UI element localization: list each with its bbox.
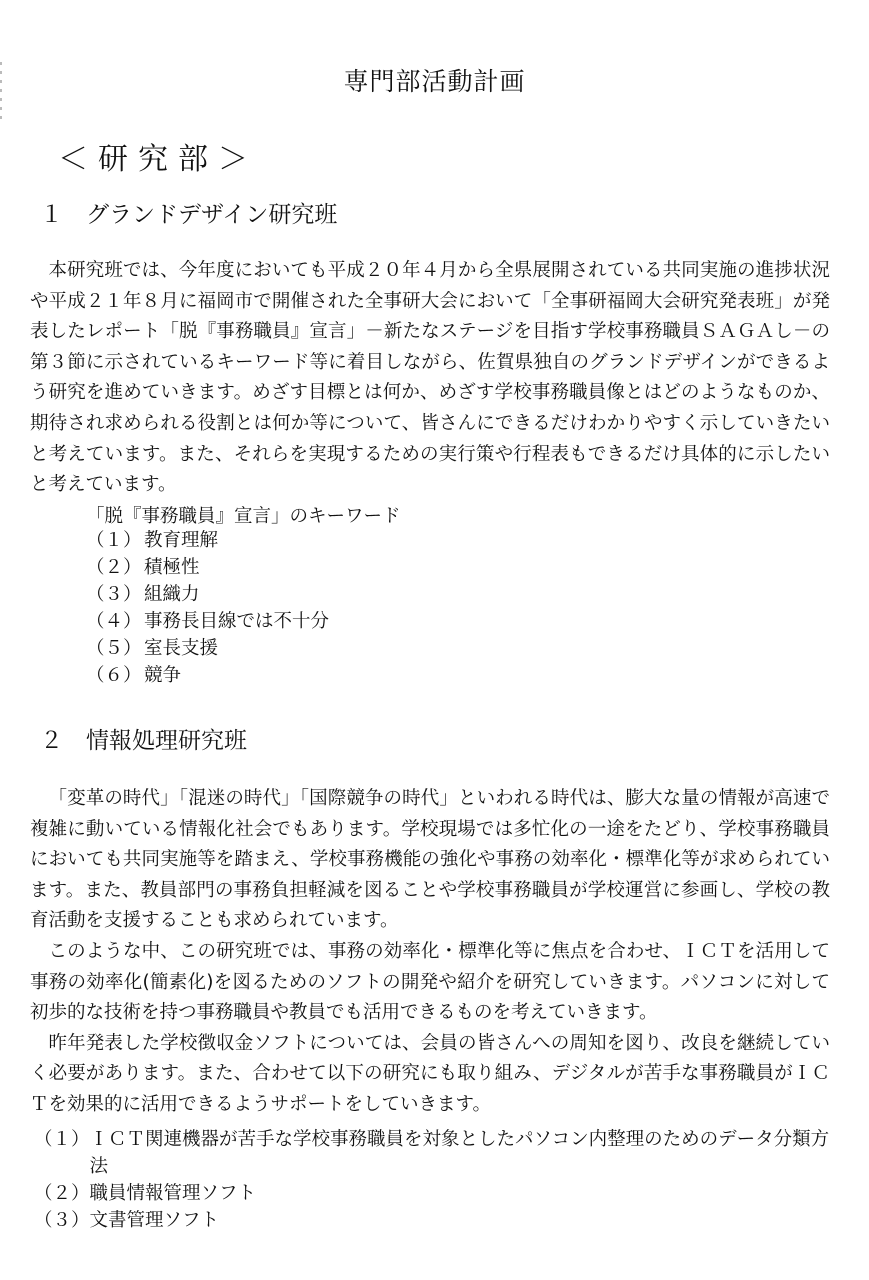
list-item: （３） 文書管理ソフト: [34, 1210, 220, 1231]
section-heading: ＜研究部＞: [58, 142, 258, 177]
subsection-title: グランドデザイン研究班: [86, 202, 338, 228]
subsection-heading-1: [40, 196, 337, 229]
subsection-number: ２: [40, 728, 63, 754]
list-item: （２） 職員情報管理ソフト: [34, 1183, 257, 1204]
paragraph: 「変革の時代」「混迷の時代」「国際競争の時代」といわれる時代は、膨大な量の情報が高速で複雑に動いている情報化社会でもあります。学校現場では多忙化の一途をたどり、学校事務職員においても共同実施等を踏まえ、学校事務機能の強化や事務の効率化・標準化等が求められています。また、教員部門の事務負担軽減を図ることや学校事務職員が学校運営に参画し、学校の教育活動を支援することも求められています。: [30, 788, 830, 932]
paragraph: 昨年発表した学校徴収金ソフトについては、会員の皆さんへの周知を図り、改良を継続していく必要があります。また、合わせて以下の研究にも取り組み、デジタルが苦手な事務職員がＩＣＴを効果的に活用できるようサポートをしていきます。: [30, 1032, 830, 1115]
paragraph: 本研究班では、今年度においても平成２０年４月から全県展開されている共同実施の進捗状況や平成２１年８月に福岡市で開催された全事研大会において「全事研福岡大会研究発表班」が発表したレポート「脱『事務職員』宣言」－新たなステージを目指す学校事務職員ＳＡＧＡし－の第３節に示されているキーワード等に着目しながら、佐賀県独自のグランドデザインができるよう研究を進めていきます。めざす目標とは何か、めざす学校事務職員像とはどのようなものか、期待され求められる役割とは何か等について、皆さんにできるだけわかりやすく示していきたいと考えています。また、それらを実現するための実行策や行程表もできるだけ具体的に示したいと考えています。: [30, 260, 830, 496]
list-item: （５） 室長支援: [86, 638, 219, 659]
keyword-list-title: 「脱『事務職員』宣言」のキーワード: [86, 506, 401, 527]
list-item: （１） ＩＣＴ関連機器が苦手な学校事務職員を対象としたパソコン内整理のためのデータ分類方法: [34, 1129, 830, 1177]
page-title: 専門部活動計画: [343, 67, 526, 96]
list-item: （４） 事務長目線では不十分: [86, 611, 330, 632]
paragraph-block-1: [30, 256, 830, 501]
list-item: （３） 組織力: [86, 584, 200, 605]
research-item-list: [34, 1126, 834, 1234]
subsection-title: 情報処理研究班: [86, 728, 247, 754]
paragraph: このような中、この研究班では、事務の効率化・標準化等に焦点を合わせ、ＩＣＴを活用して事務の効率化(簡素化)を図るためのソフトの開発や紹介を研究していきます。パソコンに対して初歩的な技術を持つ事務職員や教員でも活用できるものを考えていきます。: [30, 940, 830, 1024]
subsection-heading-2: [40, 722, 247, 755]
list-item: （６） 競争: [86, 665, 182, 686]
keyword-list: [86, 527, 329, 689]
list-item: （１） 教育理解: [86, 530, 219, 551]
subsection-number: １: [40, 202, 63, 228]
paragraph-block-2: [30, 784, 830, 1121]
list-item: （２） 積極性: [86, 557, 200, 578]
